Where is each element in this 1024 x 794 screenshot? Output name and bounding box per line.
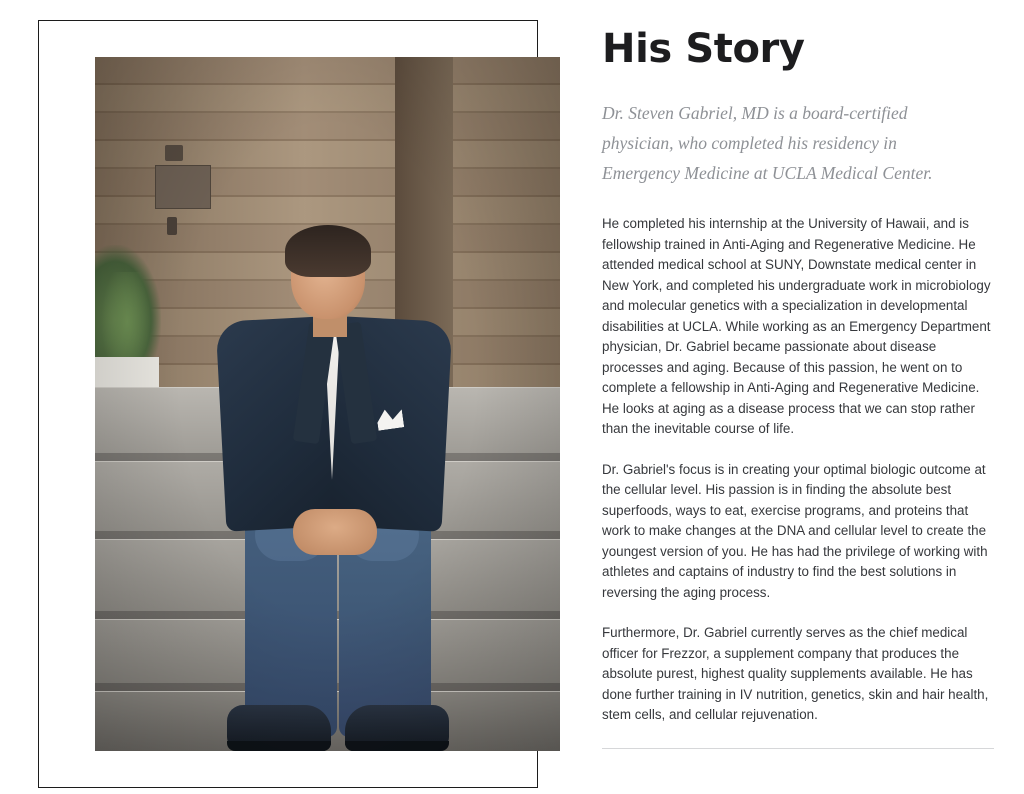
body-paragraph-1: He completed his internship at the University of Hawaii, and is fellowship trained in Anti-Aging and Regenerative Medicine. He attended medical school at SUNY, Downstate medical center in New York, and completed his undergraduate work in microbiology and molecular genetics with a specialization in developmental disabilities at UCLA. While working as an Emergency Department physician, Dr. Gabriel became passionate about disease processes and aging. Because of this passion, he went on to complete a fellowship in Anti-Aging and Regenerative Medicine. He looks at aging as a disease process that we can stop rather than the inevitable course of life. xyxy=(602,216,991,436)
page-title: His Story xyxy=(602,26,805,72)
body-paragraph-2: Dr. Gabriel's focus is in creating your optimal biologic outcome at the cellular level. His passion is in finding the absolute best superfoods, ways to eat, exercise programs, and proteins that work to make changes at the DNA and cellular level to create the youngest version of you. He has had the privilege of working with athletes and captains of industry to find the best solutions in reversing the aging process. xyxy=(602,461,988,600)
body-paragraph-3: Furthermore, Dr. Gabriel currently serves as the chief medical officer for Frezzor, a supplement company that produces the absolute purest, highest quality supplements available. He has done further training in IV nutrition, genetics, skin and hair health, stem cells, and cellular rejuvenation. xyxy=(602,625,989,722)
story-text-column xyxy=(580,0,1024,794)
lede-paragraph: Dr. Steven Gabriel, MD is a board-certified physician, who completed his residency in Emergency Medicine at UCLA Medical Center. xyxy=(602,103,933,183)
section-divider xyxy=(602,748,994,749)
photo-vignette xyxy=(95,57,560,751)
portrait-photo xyxy=(95,57,560,751)
